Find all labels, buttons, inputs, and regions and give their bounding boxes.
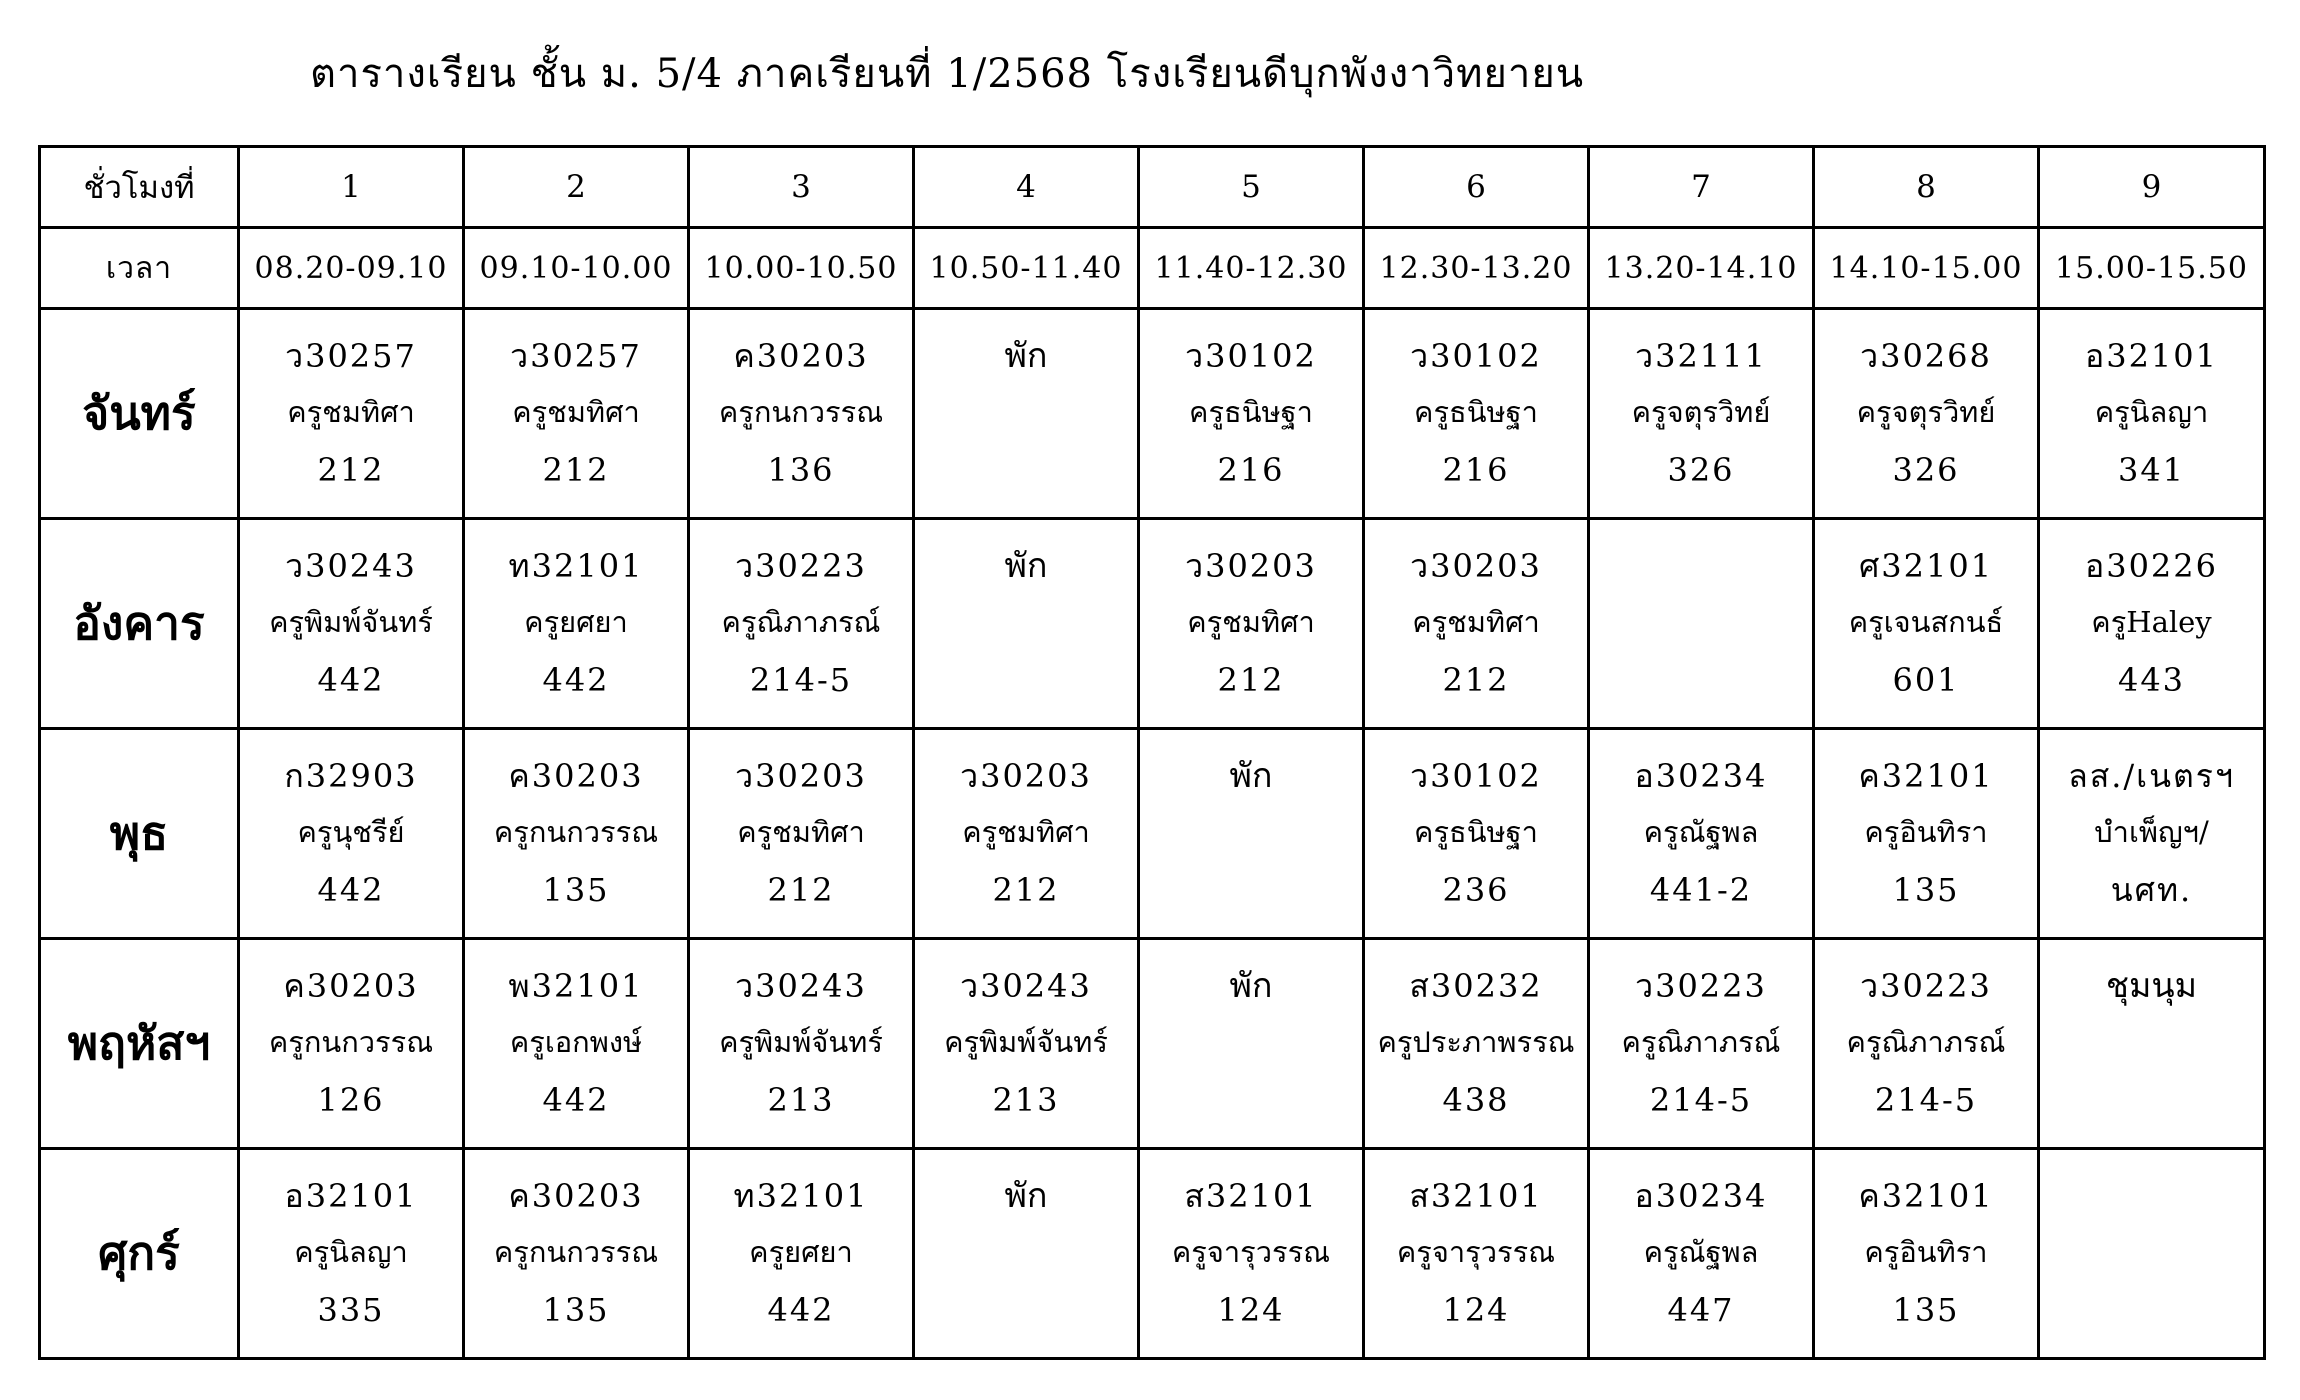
schedule-cell bbox=[1814, 309, 2039, 519]
subject-teacher: ครูพิมพ์จันทร์ bbox=[944, 1025, 1108, 1059]
subject-code: ว30257 bbox=[510, 337, 642, 375]
subject-code: ท32101 bbox=[508, 547, 644, 585]
schedule-cell bbox=[1814, 1149, 2039, 1359]
schedule-cell bbox=[2039, 1149, 2265, 1359]
subject-code: อ30234 bbox=[1634, 757, 1768, 795]
subject-room: 212 bbox=[1442, 661, 1510, 699]
period-time: 15.00-15.50 bbox=[2039, 228, 2265, 309]
subject-room: 214-5 bbox=[1649, 1081, 1753, 1119]
subject-code: ส32101 bbox=[1184, 1177, 1318, 1215]
subject-code: พ32101 bbox=[508, 967, 644, 1005]
subject-teacher: ครูนิลญา bbox=[2094, 395, 2209, 429]
subject-code: ว30102 bbox=[1410, 757, 1542, 795]
subject-room: 335 bbox=[317, 1291, 385, 1329]
subject-code: อ32101 bbox=[2084, 337, 2218, 375]
schedule-cell bbox=[1814, 729, 2039, 939]
period-header-row bbox=[40, 147, 2265, 228]
subject-code: ส32101 bbox=[1409, 1177, 1543, 1215]
subject-room: นศท. bbox=[2110, 871, 2193, 909]
schedule-cell bbox=[1364, 729, 1589, 939]
subject-code: ค32101 bbox=[1858, 1177, 1994, 1215]
subject-room: 126 bbox=[317, 1081, 385, 1119]
subject-teacher: ครูประภาพรรณ bbox=[1377, 1025, 1575, 1059]
subject-code: ส30232 bbox=[1409, 967, 1543, 1005]
subject-code: ว30223 bbox=[735, 547, 867, 585]
schedule-cell bbox=[239, 939, 464, 1149]
break-label: พัก bbox=[1004, 546, 1048, 586]
subject-teacher: ครูจตุรวิทย์ bbox=[1856, 395, 1996, 429]
subject-room: 442 bbox=[542, 661, 610, 699]
subject-code: ว30243 bbox=[735, 967, 867, 1005]
schedule-cell bbox=[1139, 309, 1364, 519]
schedule-cell bbox=[1139, 1149, 1364, 1359]
subject-code: ว30203 bbox=[1185, 547, 1317, 585]
subject-teacher: ครูจารุวรรณ bbox=[1171, 1235, 1331, 1269]
subject-room: 441-2 bbox=[1649, 871, 1753, 909]
schedule-table bbox=[38, 145, 2266, 1360]
schedule-cell bbox=[464, 519, 689, 729]
subject-teacher: ครูยศยา bbox=[524, 605, 628, 639]
period-number: 9 bbox=[2039, 147, 2265, 228]
schedule-cell bbox=[1364, 309, 1589, 519]
period-time: 10.50-11.40 bbox=[914, 228, 1139, 309]
subject-code: ค30203 bbox=[508, 757, 644, 795]
subject-teacher: ครูอินทิรา bbox=[1864, 815, 1988, 849]
schedule-cell bbox=[689, 939, 914, 1149]
subject-code: ว30268 bbox=[1860, 337, 1992, 375]
subject-room: 124 bbox=[1217, 1291, 1285, 1329]
subject-teacher: บำเพ็ญฯ/ bbox=[2094, 815, 2209, 849]
subject-room: 124 bbox=[1442, 1291, 1510, 1329]
subject-teacher: ครูพิมพ์จันทร์ bbox=[719, 1025, 883, 1059]
subject-teacher: ครูชมทิศา bbox=[1412, 605, 1540, 639]
subject-code: ค32101 bbox=[1858, 757, 1994, 795]
subject-code: ค30203 bbox=[283, 967, 419, 1005]
schedule-cell bbox=[2039, 519, 2265, 729]
schedule-cell bbox=[1139, 729, 1364, 939]
subject-teacher: ครูนุชรีย์ bbox=[297, 815, 405, 849]
schedule-cell bbox=[914, 519, 1139, 729]
subject-room: 212 bbox=[767, 871, 835, 909]
break-label: พัก bbox=[1229, 756, 1273, 796]
period-number: 5 bbox=[1139, 147, 1364, 228]
subject-room: 236 bbox=[1442, 871, 1510, 909]
period-time: 12.30-13.20 bbox=[1364, 228, 1589, 309]
day-label: พฤหัสฯ bbox=[40, 939, 239, 1149]
schedule-cell bbox=[2039, 309, 2265, 519]
subject-teacher: ครูณิภาภรณ์ bbox=[721, 605, 881, 639]
schedule-cell bbox=[1589, 1149, 1814, 1359]
subject-code: ว30257 bbox=[285, 337, 417, 375]
period-time: 13.20-14.10 bbox=[1589, 228, 1814, 309]
subject-code: ว30102 bbox=[1410, 337, 1542, 375]
subject-teacher: ครูณิภาภรณ์ bbox=[1846, 1025, 2006, 1059]
subject-room: 212 bbox=[317, 451, 385, 489]
period-number: 3 bbox=[689, 147, 914, 228]
subject-room: 136 bbox=[767, 451, 835, 489]
subject-room: 442 bbox=[317, 661, 385, 699]
schedule-cell bbox=[2039, 729, 2265, 939]
subject-room: 213 bbox=[767, 1081, 835, 1119]
day-label: อังคาร bbox=[40, 519, 239, 729]
page-title: ตารางเรียน ชั้น ม. 5/4 ภาคเรียนที่ 1/2568 โรงเรียนดีบุกพังงาวิทยายน bbox=[310, 51, 1585, 97]
break-label: พัก bbox=[1004, 1176, 1048, 1216]
schedule-cell bbox=[464, 939, 689, 1149]
schedule-cell bbox=[689, 729, 914, 939]
day-label: ศุกร์ bbox=[40, 1149, 239, 1359]
period-number: 8 bbox=[1814, 147, 2039, 228]
schedule-cell bbox=[689, 309, 914, 519]
subject-code: ว30203 bbox=[735, 757, 867, 795]
subject-room: 212 bbox=[1217, 661, 1285, 699]
subject-code: ศ32101 bbox=[1858, 547, 1994, 585]
schedule-cell bbox=[1139, 519, 1364, 729]
subject-teacher: ครูยศยา bbox=[749, 1235, 853, 1269]
subject-teacher: ครูณิภาภรณ์ bbox=[1621, 1025, 1781, 1059]
subject-teacher: ครูเจนสกนธ์ bbox=[1848, 605, 2004, 639]
schedule-cell bbox=[464, 729, 689, 939]
period-time: 09.10-10.00 bbox=[464, 228, 689, 309]
time-header-row bbox=[40, 228, 2265, 309]
schedule-cell bbox=[1589, 519, 1814, 729]
subject-room: 442 bbox=[317, 871, 385, 909]
subject-code: ว30243 bbox=[960, 967, 1092, 1005]
subject-teacher: ครูกนกวรรณ bbox=[493, 815, 659, 849]
subject-teacher: ครูชมทิศา bbox=[512, 395, 640, 429]
schedule-cell bbox=[239, 729, 464, 939]
schedule-cell bbox=[1139, 939, 1364, 1149]
schedule-cell bbox=[239, 519, 464, 729]
subject-teacher: ครูณัฐพล bbox=[1643, 1235, 1759, 1269]
schedule-cell bbox=[1589, 729, 1814, 939]
subject-code: ว30203 bbox=[960, 757, 1092, 795]
day-label: พุธ bbox=[40, 729, 239, 939]
subject-teacher: ครูHaley bbox=[2091, 605, 2212, 639]
subject-code: อ30234 bbox=[1634, 1177, 1768, 1215]
subject-room: 326 bbox=[1667, 451, 1735, 489]
subject-teacher: ครูชมทิศา bbox=[962, 815, 1090, 849]
schedule-cell bbox=[1589, 939, 1814, 1149]
subject-room: 447 bbox=[1667, 1291, 1735, 1329]
schedule-cell bbox=[1364, 519, 1589, 729]
schedule-cell bbox=[689, 1149, 914, 1359]
schedule-cell bbox=[1814, 519, 2039, 729]
schedule-cell bbox=[239, 309, 464, 519]
schedule-cell bbox=[1364, 1149, 1589, 1359]
day-label: จันทร์ bbox=[40, 309, 239, 519]
subject-teacher: ครูพิมพ์จันทร์ bbox=[269, 605, 433, 639]
subject-teacher: ครูเอกพงษ์ bbox=[509, 1025, 643, 1059]
period-header-label: ชั่วโมงที่ bbox=[40, 147, 239, 228]
subject-code: ท32101 bbox=[733, 1177, 869, 1215]
subject-room: 135 bbox=[1892, 871, 1960, 909]
schedule-cell bbox=[1589, 309, 1814, 519]
break-label: พัก bbox=[1004, 336, 1048, 376]
subject-code: ค30203 bbox=[733, 337, 869, 375]
time-header-label: เวลา bbox=[40, 228, 239, 309]
period-time: 08.20-09.10 bbox=[239, 228, 464, 309]
subject-code: อ32101 bbox=[284, 1177, 418, 1215]
subject-code: ว30203 bbox=[1410, 547, 1542, 585]
period-number: 2 bbox=[464, 147, 689, 228]
day-row bbox=[40, 939, 2265, 1149]
schedule-cell bbox=[914, 1149, 1139, 1359]
day-row bbox=[40, 519, 2265, 729]
subject-teacher: ครูอินทิรา bbox=[1864, 1235, 1988, 1269]
subject-room: 213 bbox=[992, 1081, 1060, 1119]
subject-teacher: ครูจารุวรรณ bbox=[1396, 1235, 1556, 1269]
subject-teacher: ครูธนิษฐา bbox=[1189, 395, 1313, 429]
subject-room: 135 bbox=[1892, 1291, 1960, 1329]
subject-code: ว32111 bbox=[1635, 337, 1767, 375]
subject-room: 326 bbox=[1892, 451, 1960, 489]
subject-room: 214-5 bbox=[749, 661, 853, 699]
break-label: พัก bbox=[1229, 966, 1273, 1006]
schedule-cell bbox=[1814, 939, 2039, 1149]
subject-room: 135 bbox=[542, 871, 610, 909]
period-number: 7 bbox=[1589, 147, 1814, 228]
subject-teacher: ครูชมทิศา bbox=[737, 815, 865, 849]
break-label: ชุมนุม bbox=[2105, 966, 2198, 1006]
subject-teacher: ครูกนกวรรณ bbox=[268, 1025, 434, 1059]
subject-room: 135 bbox=[542, 1291, 610, 1329]
schedule-cell bbox=[2039, 939, 2265, 1149]
schedule-cell bbox=[914, 729, 1139, 939]
day-row bbox=[40, 309, 2265, 519]
schedule-cell bbox=[689, 519, 914, 729]
subject-teacher: ครูกนกวรรณ bbox=[718, 395, 884, 429]
schedule-cell bbox=[914, 309, 1139, 519]
subject-code: ว30102 bbox=[1185, 337, 1317, 375]
subject-room: 212 bbox=[992, 871, 1060, 909]
subject-room: 216 bbox=[1217, 451, 1285, 489]
period-time: 10.00-10.50 bbox=[689, 228, 914, 309]
day-row bbox=[40, 1149, 2265, 1359]
schedule-cell bbox=[1364, 939, 1589, 1149]
subject-code: ก32903 bbox=[284, 757, 418, 795]
subject-room: 212 bbox=[542, 451, 610, 489]
subject-room: 443 bbox=[2117, 661, 2186, 699]
subject-code: อ30226 bbox=[2084, 547, 2218, 585]
subject-room: 442 bbox=[767, 1291, 835, 1329]
period-number: 6 bbox=[1364, 147, 1589, 228]
subject-teacher: ครูณัฐพล bbox=[1643, 815, 1759, 849]
subject-room: 341 bbox=[2117, 451, 2186, 489]
period-time: 14.10-15.00 bbox=[1814, 228, 2039, 309]
period-number: 1 bbox=[239, 147, 464, 228]
subject-code: ว30223 bbox=[1635, 967, 1767, 1005]
day-row bbox=[40, 729, 2265, 939]
subject-code: ว30223 bbox=[1860, 967, 1992, 1005]
subject-teacher: ครูธนิษฐา bbox=[1414, 395, 1538, 429]
subject-room: 601 bbox=[1892, 661, 1960, 699]
subject-code: ค30203 bbox=[508, 1177, 644, 1215]
period-number: 4 bbox=[914, 147, 1139, 228]
schedule-cell bbox=[914, 939, 1139, 1149]
period-time: 11.40-12.30 bbox=[1139, 228, 1364, 309]
schedule-cell bbox=[239, 1149, 464, 1359]
subject-code: ว30243 bbox=[285, 547, 417, 585]
subject-teacher: ครูชมทิศา bbox=[287, 395, 415, 429]
subject-room: 438 bbox=[1442, 1081, 1510, 1119]
subject-teacher: ครูจตุรวิทย์ bbox=[1631, 395, 1771, 429]
schedule-cell bbox=[464, 1149, 689, 1359]
subject-teacher: ครูธนิษฐา bbox=[1414, 815, 1538, 849]
subject-code: ลส./เนตรฯ bbox=[2068, 757, 2235, 795]
subject-room: 216 bbox=[1442, 451, 1510, 489]
subject-teacher: ครูกนกวรรณ bbox=[493, 1235, 659, 1269]
subject-teacher: ครูชมทิศา bbox=[1187, 605, 1315, 639]
subject-room: 214-5 bbox=[1874, 1081, 1978, 1119]
subject-teacher: ครูนิลญา bbox=[294, 1235, 408, 1269]
schedule-cell bbox=[464, 309, 689, 519]
subject-room: 442 bbox=[542, 1081, 610, 1119]
